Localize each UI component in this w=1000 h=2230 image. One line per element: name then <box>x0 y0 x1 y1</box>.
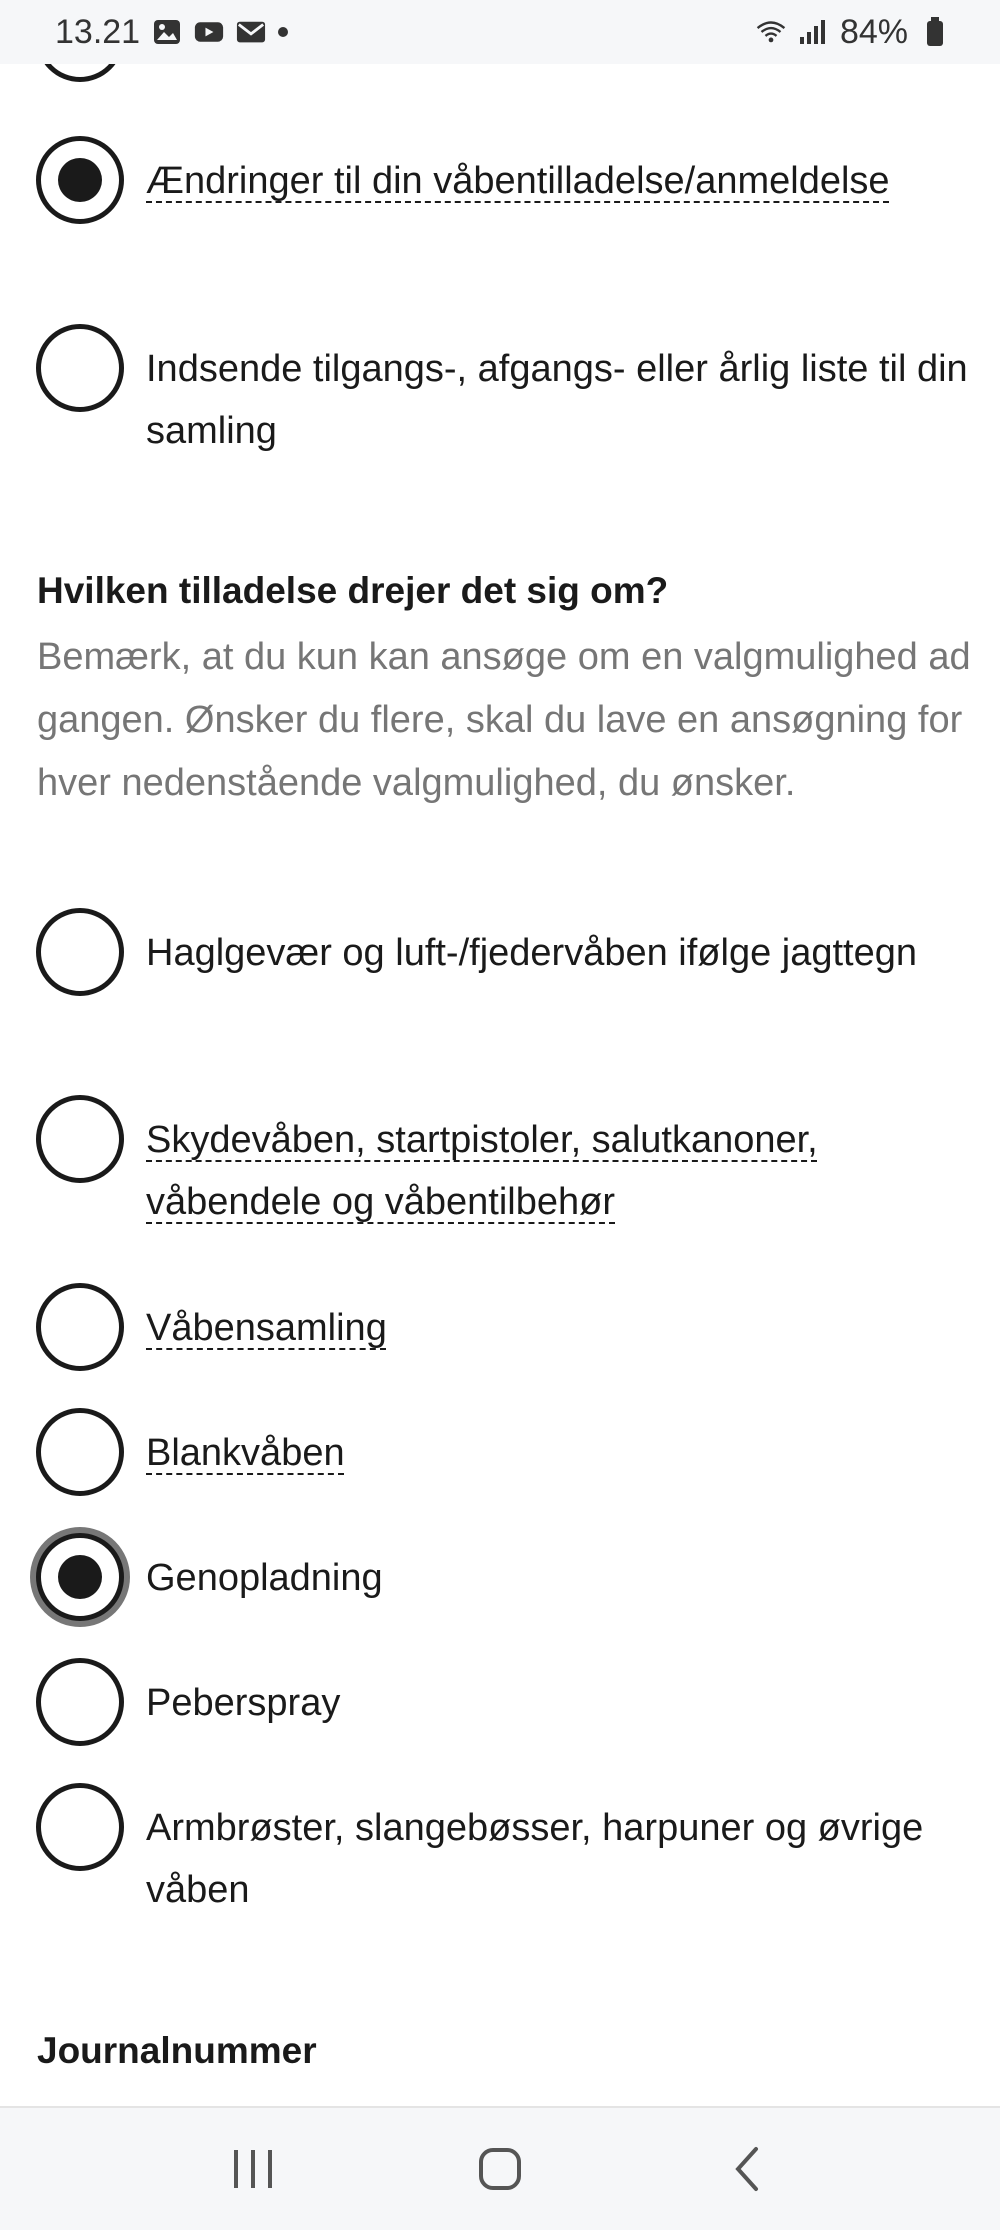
radio-option-genopladning[interactable] <box>36 1533 976 1621</box>
radio-button[interactable] <box>36 1783 124 1871</box>
radio-button-selected[interactable] <box>36 136 124 224</box>
battery-icon <box>920 18 950 46</box>
radio-option-vaabensamling[interactable] <box>36 1283 976 1371</box>
radio-option-indsende-liste[interactable] <box>36 324 976 462</box>
radio-option-label: Genopladning <box>146 1557 383 1599</box>
youtube-icon <box>194 18 224 46</box>
radio-option-blankvaaben[interactable] <box>36 1408 976 1496</box>
radio-button[interactable] <box>36 1408 124 1496</box>
radio-button[interactable] <box>36 1095 124 1183</box>
battery-percent: 84% <box>839 12 908 51</box>
radio-button-selected[interactable] <box>36 1533 124 1621</box>
radio-option-peberspray[interactable] <box>36 1658 976 1746</box>
radio-option-label: Peberspray <box>146 1682 341 1724</box>
dot-icon <box>278 27 288 37</box>
radio-option-label[interactable]: Skydevåben, startpistoler, salutkanoner, våbendele og våbentilbehør <box>146 1119 818 1223</box>
radio-option-label[interactable]: Ændringer til din våbentilladelse/anmeldelse <box>146 160 890 202</box>
radio-button[interactable] <box>36 1658 124 1746</box>
radio-option-aendringer[interactable] <box>36 136 976 224</box>
radio-button[interactable] <box>36 1283 124 1371</box>
radio-option-skydevaaben[interactable] <box>36 1095 976 1233</box>
image-icon <box>152 18 182 46</box>
radio-option-label: Indsende tilgangs-, afgangs- eller årlig liste til din samling <box>146 348 968 452</box>
back-icon[interactable] <box>707 2129 787 2209</box>
radio-option-label[interactable]: Blankvåben <box>146 1432 345 1474</box>
radio-option-label: Armbrøster, slangebøsser, harpuner og øvrige våben <box>146 1807 924 1911</box>
status-time: 13.21 <box>55 12 141 51</box>
section-help-text: Bemærk, at du kun kan ansøge om en valgmulighed ad gangen. Ønsker du flere, skal du lave en ansøgning for hver nedenstående valgmulighed, du ønsker. <box>37 636 971 804</box>
section-title: Hvilken tilladelse drejer det sig om? <box>37 570 669 611</box>
radio-button[interactable] <box>36 324 124 412</box>
recent-apps-icon[interactable] <box>213 2129 293 2209</box>
radio-option-haglgevaer[interactable] <box>36 908 976 996</box>
wifi-icon <box>756 18 786 46</box>
system-nav-bar <box>0 2106 1000 2230</box>
home-icon[interactable] <box>460 2129 540 2209</box>
radio-option-label[interactable]: Våbensamling <box>146 1307 387 1349</box>
signal-icon <box>798 18 828 46</box>
radio-option-label: Haglgevær og luft-/fjedervåben ifølge jagttegn <box>146 932 918 974</box>
journal-section-title: Journalnummer <box>37 2030 317 2071</box>
mail-icon <box>236 18 266 46</box>
radio-button[interactable] <box>36 908 124 996</box>
status-bar <box>0 0 1000 64</box>
radio-option-armbroester[interactable] <box>36 1783 976 1921</box>
